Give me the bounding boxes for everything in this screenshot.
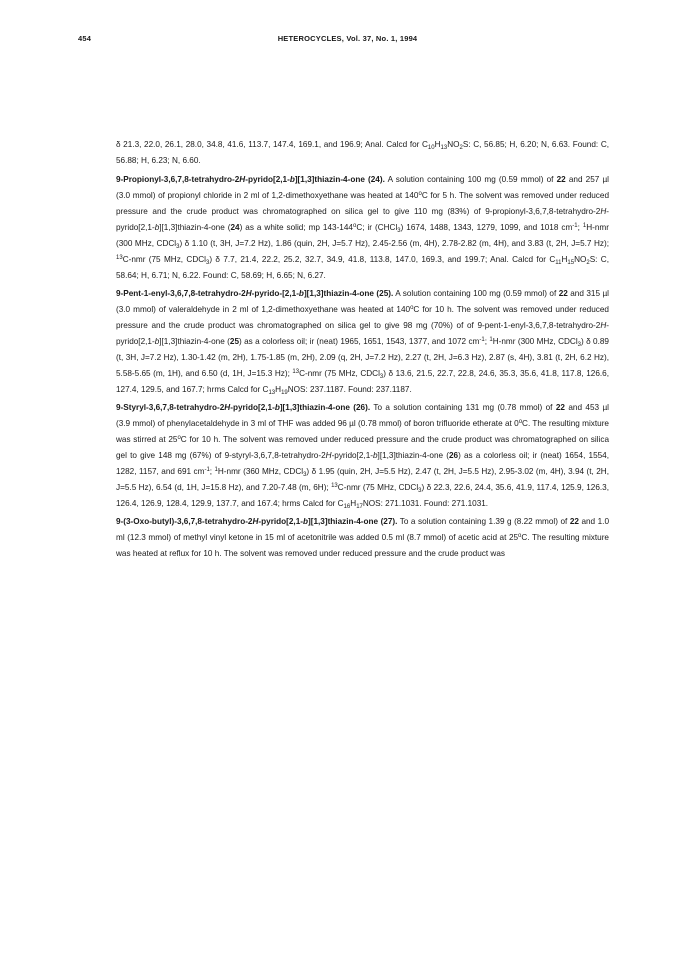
paragraph-continuation	[116, 137, 609, 169]
page-number: 454	[78, 34, 92, 43]
paragraph-text: A solution containing 100 mg (0.59 mmol) of 22 and 315 µl (3.0 mmol) of valeraldehyde in 2 ml of 1,2-dimethoxyethane was heated at 140$^o$C for 10 h. The solvent was removed under reduced pressure and the crude product was chromatographed on silica gel to give 98 mg (70%) of of 9-pent-1-enyl-3,6,7,8-tetrahydro-2H-pyrido[2,1-b][1,3]thiazin-4-one (25) as a colorless oil; ir (neat) 1965, 1651, 1543, 1377, and 1072 $cm^{-1}$; $^1$H-nmr (300 MHz, CDCl$_3$) δ 0.89 (t, 3H, J=7.2 Hz), 1.30-1.42 (m, 2H), 1.75-1.85 (m, 2H), 2.09 (q, 2H, J=7.2 Hz), 2.27 (t, 2H, J=6.3 Hz), 2.87 (s, 4H), 3.81 (t, 2H, 6.2 Hz), 5.58-5.65 (m, 1H), and 6.50 (d, 1H, J=15.3 Hz); $^{13}$C-nmr (75 MHz, CDCl$_3$) δ 13.6, 21.5, 22.7, 22.8, 24.6, 35.3, 35.6, 41.8, 117.8, 126.6, 127.4, 129.5, and 167.7; hrms Calcd for $C_{13}H_{19}NOS$: 237.1187. Found: 237.1187.	[116, 289, 610, 396]
paragraph-text: δ 21.3, 22.0, 26.1, 28.0, 34.8, 41.6, 113.7, 147.4, 169.1, and 196.9; Anal. Calcd for $C_{10}H_{13}NO_2S$: C, 56.85; H, 6.20; N, 6.63. Found: C, 56.88; H, 6.23; N, 6.60.	[116, 140, 610, 165]
compound-heading: 9-Pent-1-enyl-3,6,7,8-tetrahydro-2H-pyrido-[2,1-b][1,3]thiazin-4-one (25).	[116, 289, 394, 298]
paragraph-text: To a solution containing 131 mg (0.78 mmol) of 22 and 453 µl (3.9 mmol) of phenylacetaldehyde in 3 ml of THF was added 96 µl (0.78 mmol) of boron trifluoride etherate at 0$^o$C. The resulting mixture was stirred at 25$^o$C for 10 h. The solvent was removed under reduced pressure and the crude product was chromatographed on silica gel to give 148 mg (67%) of 9-styryl-3,6,7,8-tetrahydro-2H-pyrido[2,1-b][1,3]thiazin-4-one (26) as a colorless oil; ir (neat) 1654, 1554, 1282, 1157, and 691 $cm^{-1}$; $^1$H-nmr (360 MHz, CDCl$_3$) δ 1.95 (quin, 2H, J=5.5 Hz), 2.47 (t, 2H, J=5.5 Hz), 2.95-3.02 (m, 4H), 3.94 (t, 2H, J=5.5 Hz), 6.54 (d, 1H, J=15.8 Hz), and 7.20-7.48 (m, 6H); $^{13}$C-nmr (75 MHz, CDCl$_3$) δ 22.3, 22.6, 24.4, 35.6, 41.9, 117.4, 125.9, 126.3, 126.4, 126.9, 128.4, 129.9, 137.7, and 167.4; hrms Calcd for $C_{16}H_{17}NOS$: 271.1031. Found: 271.1031.	[116, 403, 610, 510]
compound-heading: 9-Propionyl-3,6,7,8-tetrahydro-2H-pyrido[2,1-b][1,3]thiazin-4-one (24).	[116, 175, 385, 184]
paragraph-compound-27	[116, 514, 609, 562]
paragraph-text: A solution containing 100 mg (0.59 mmol) of 22 and 257 µl (3.0 mmol) of propionyl chloride in 2 ml of 1,2-dimethoxyethane was heated at 140$^o$C for 5 h. The solvent was removed under reduced pressure and the crude product was chromatographed on silica gel to give 110 mg (83%) of 9-propionyl-3,6,7,8-tetrahydro-2H-pyrido[2,1-b][1,3]thiazin-4-one (24) as a white solid; mp 143-144$^o$C; ir (CHCl$_3$) 1674, 1488, 1343, 1279, 1099, and 1018 $cm^{-1}$; $^1$H-nmr (300 MHz, CDCl$_3$) δ 1.10 (t, 3H, J=7.2 Hz), 1.86 (quin, 2H, J=5.7 Hz), 2.45-2.56 (m, 4H), 2.78-2.82 (m, 4H), and 3.83 (t, 2H, J=5.7 Hz); $^{13}$C-nmr (75 MHz, CDCl$_3$) δ 7.7, 21.4, 22.2, 25.2, 32.7, 34.9, 41.8, 113.8, 147.0, 169.3, and 199.7; Anal. Calcd for $C_{11}H_{15}NO_2S$: C, 58.64; H, 6.71; N, 6.22. Found: C, 58.69; H, 6.65; N, 6.27.	[116, 175, 610, 280]
paragraph-compound-24	[116, 172, 609, 284]
running-head: HETEROCYCLES, Vol. 37, No. 1, 1994	[277, 34, 418, 43]
compound-heading: 9-Styryl-3,6,7,8-tetrahydro-2H-pyrido[2,1-b][1,3]thiazin-4-one (26).	[116, 403, 371, 412]
paragraph-compound-25	[116, 286, 609, 398]
paragraph-text: To a solution containing 1.39 g (8.22 mmol) of 22 and 1.0 ml (12.3 mmol) of methyl vinyl ketone in 15 ml of acetonitrile was added 0.5 ml (8.7 mmol) of acetic acid at 25$^o$C. The resulting mixture was heated at reflux for 10 h. The solvent was removed under reduced pressure and the crude product was	[116, 517, 609, 558]
compound-heading: 9-(3-Oxo-butyl)-3,6,7,8-tetrahydro-2H-pyrido[2,1-b][1,3]thiazin-4-one (27).	[116, 517, 398, 526]
paragraph-compound-26	[116, 400, 609, 512]
body-text	[116, 137, 609, 564]
